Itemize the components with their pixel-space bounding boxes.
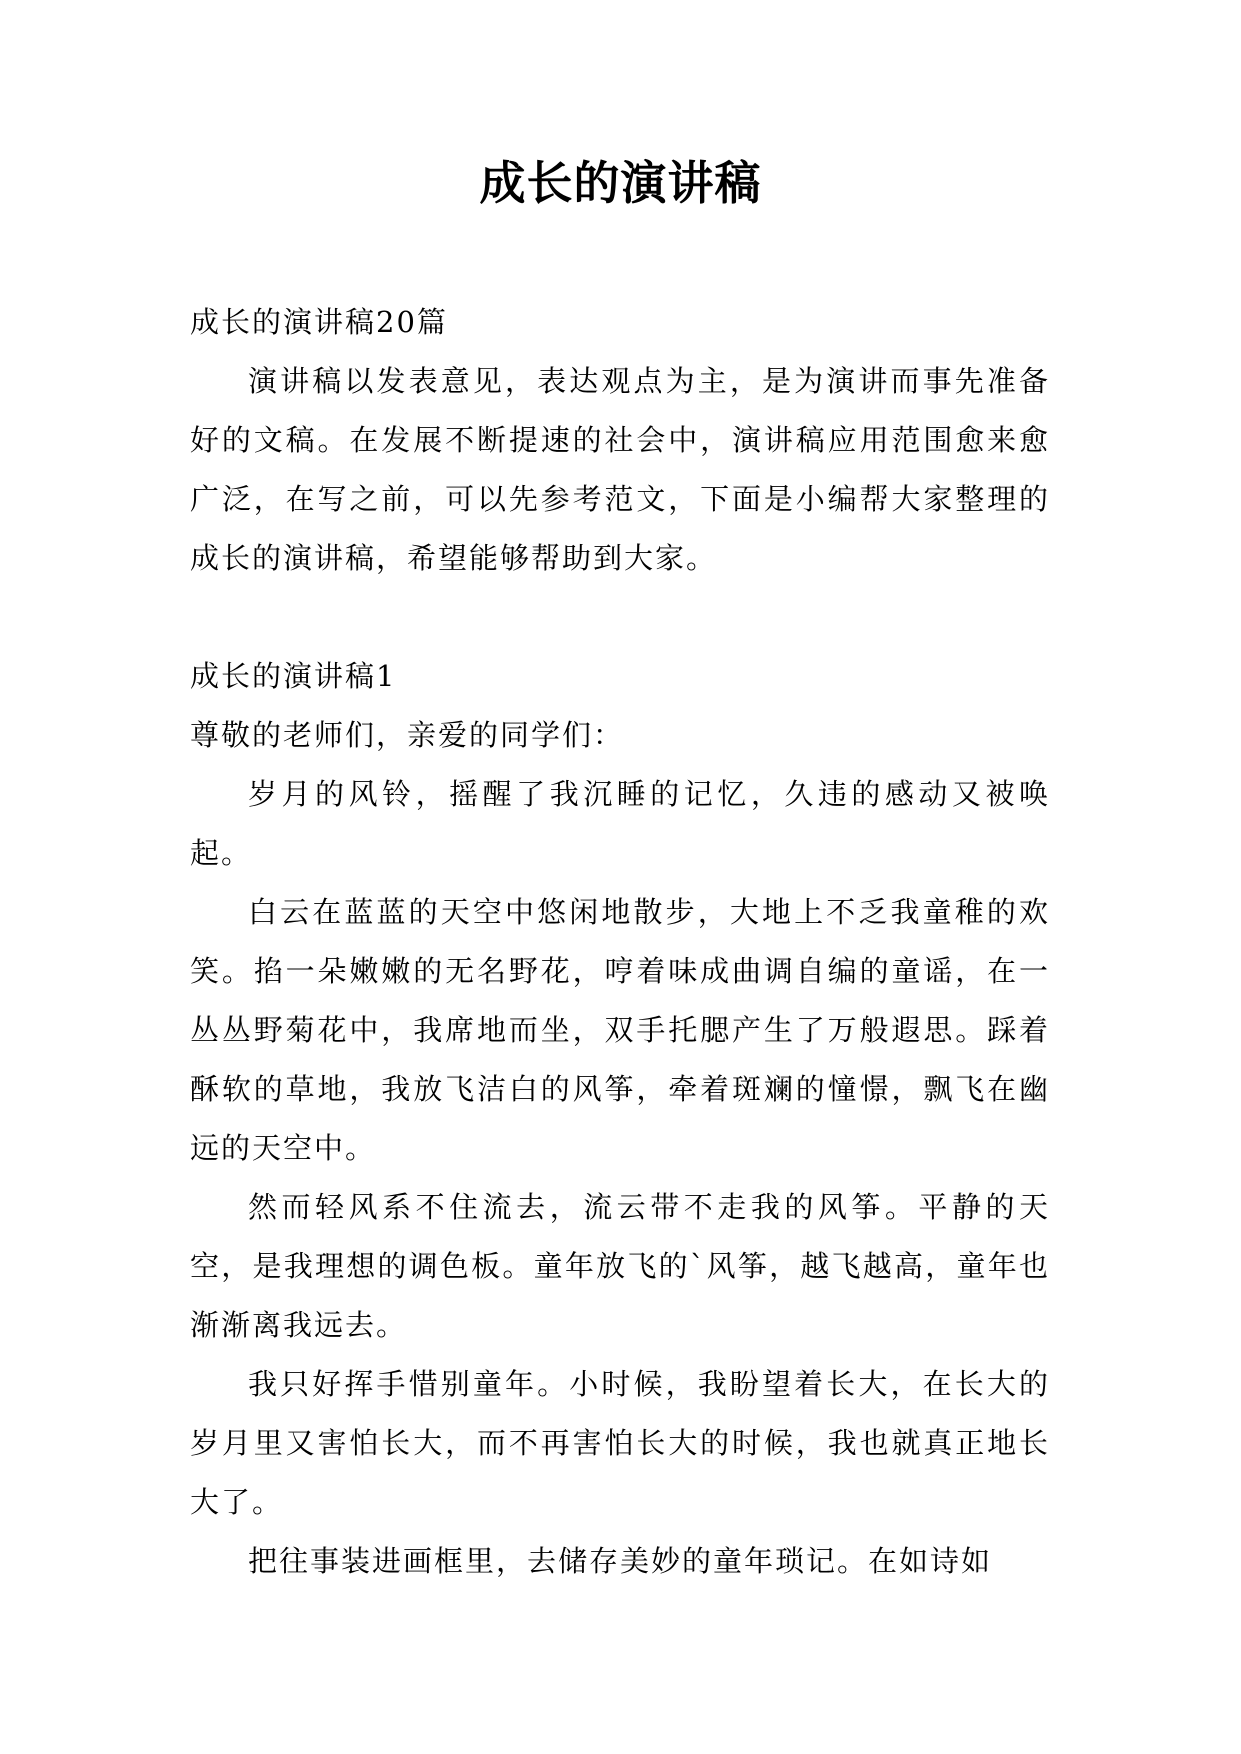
body-paragraph-5: 把往事装进画框里，去储存美妙的童年琐记。在如诗如 xyxy=(248,1544,993,1578)
document-body xyxy=(190,293,1050,1591)
section-spacer xyxy=(190,588,1050,647)
body-paragraph-3: 然而轻风系不住流去，流云带不走我的风筝。平静的天空，是我理想的调色板。童年放飞的`风筝，越飞越高，童年也渐渐离我远去。 xyxy=(190,1190,1050,1342)
section-heading: 成长的演讲稿1 xyxy=(190,659,397,693)
salutation: 尊敬的老师们，亲爱的同学们： xyxy=(190,718,625,752)
body-paragraph-4: 我只好挥手惜别童年。小时候，我盼望着长大，在长大的岁月里又害怕长大，而不再害怕长大的时候，我也就真正地长大了。 xyxy=(190,1367,1050,1519)
intro-paragraph: 演讲稿以发表意见，表达观点为主，是为演讲而事先准备好的文稿。在发展不断提速的社会中，演讲稿应用范围愈来愈广泛，在写之前，可以先参考范文，下面是小编帮大家整理的成长的演讲稿，希望能够帮助到大家。 xyxy=(190,364,1050,575)
document-title: 成长的演讲稿 xyxy=(479,156,762,210)
body-paragraph-1: 岁月的风铃，摇醒了我沉睡的记忆，久违的感动又被唤起。 xyxy=(190,777,1050,870)
collection-heading: 成长的演讲稿20篇 xyxy=(190,305,448,339)
body-paragraph-2: 白云在蓝蓝的天空中悠闲地散步，大地上不乏我童稚的欢笑。掐一朵嫩嫩的无名野花，哼着味成曲调自编的童谣，在一丛丛野菊花中，我席地而坐，双手托腮产生了万般遐思。踩着酥软的草地，我放飞洁白的风筝，牵着斑斓的憧憬，飘飞在幽远的天空中。 xyxy=(190,895,1050,1165)
